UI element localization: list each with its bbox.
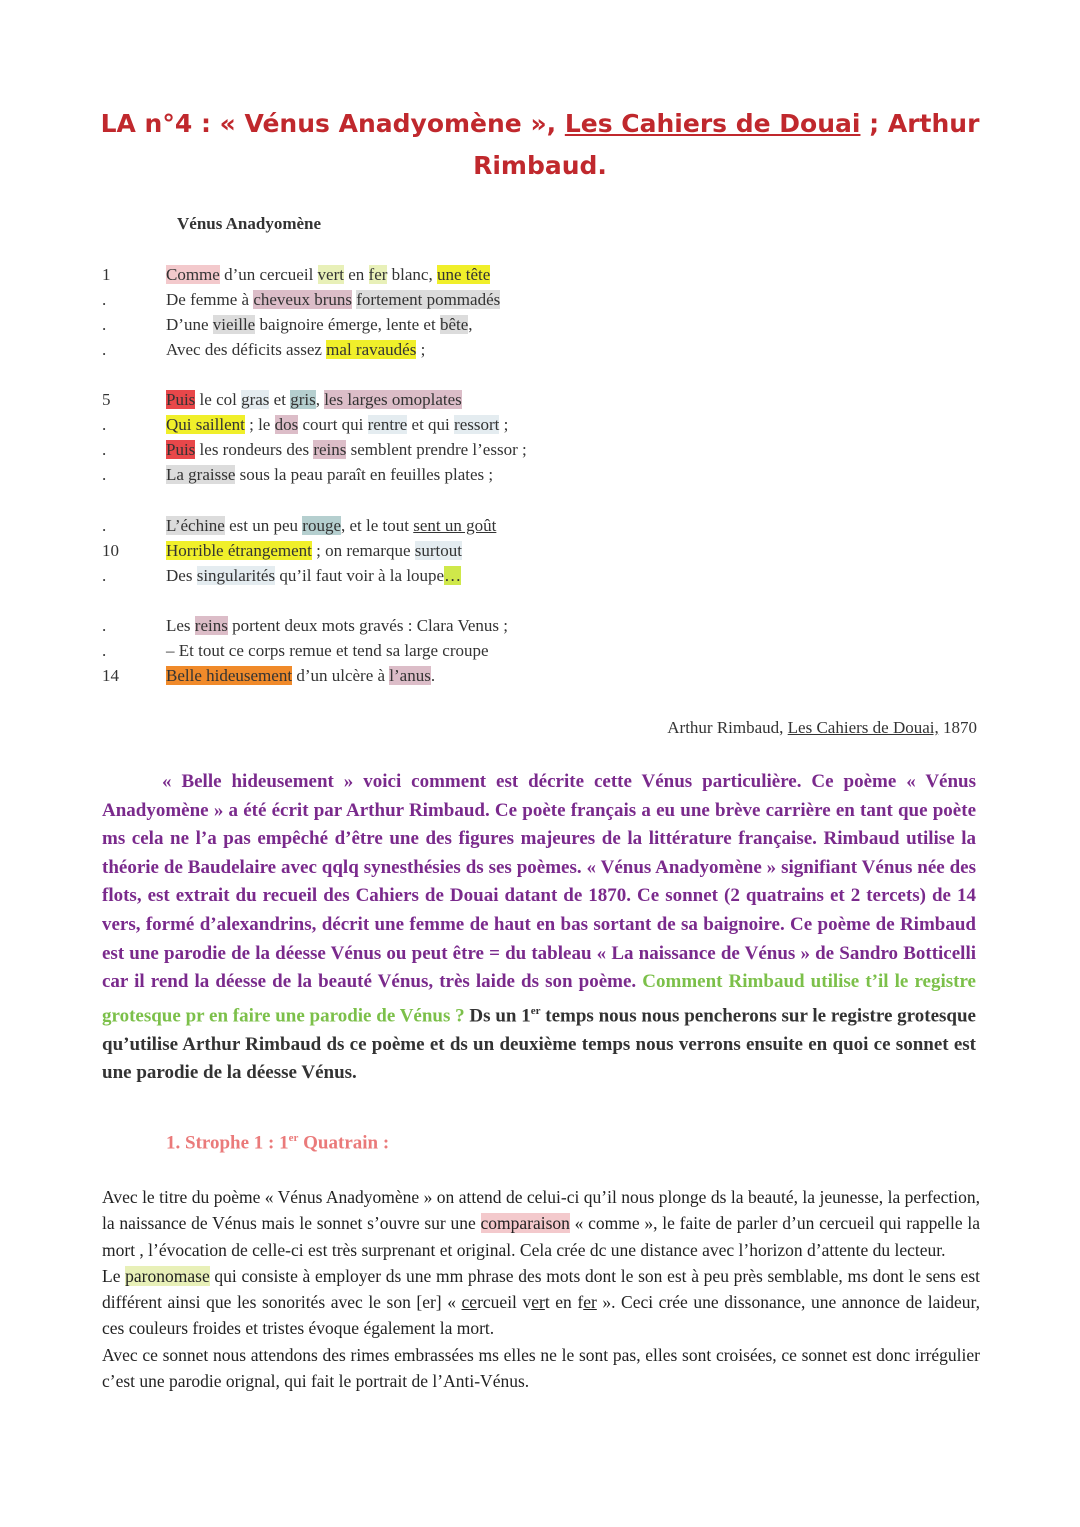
highlighted-word: La graisse <box>166 465 236 484</box>
text: ». Ceci crée une dissonance, une annonce de laideur, ces couleurs froides et tristes évoque également la mort. <box>102 1292 980 1339</box>
verse-segment: court qui <box>298 415 368 434</box>
verse-segment: D’une <box>166 315 213 334</box>
verse-line <box>0 265 700 290</box>
highlighted-word: reins <box>313 440 347 459</box>
poem-title: Vénus Anadyomène <box>177 214 322 233</box>
verse-number: . <box>102 340 107 359</box>
verse-text <box>166 415 508 435</box>
title-prefix: LA n°4 : « Vénus Anadyomène », <box>100 109 565 138</box>
highlighted-word: Belle hideusement <box>166 666 293 685</box>
verse-segment: semblent prendre l’essor ; <box>346 440 527 459</box>
highlighted-word: vieille <box>212 315 256 334</box>
text: Le <box>102 1265 126 1286</box>
highlighted-word: vert <box>317 265 344 284</box>
paragraph <box>102 1342 980 1395</box>
verse-segment: le col <box>195 390 242 409</box>
verse-segment: et qui <box>407 415 455 434</box>
highlight-comparaison: comparaison <box>480 1213 570 1234</box>
highlighted-word: les larges omoplates <box>324 390 462 409</box>
verse-text <box>166 265 490 285</box>
section-heading-a: 1. Strophe 1 : 1 <box>166 1132 289 1154</box>
text: Avec ce sonnet nous attendons des rimes embrassées ms elles ne le sont pas, elles sont croisées, ce sonnet est donc irrégulier c’est une parodie orignal, qui fait le portrait de l’Anti-Vénus. <box>102 1344 980 1392</box>
verse-text <box>166 566 461 586</box>
verse-line <box>0 390 700 415</box>
verse-line <box>0 666 700 691</box>
verse-number: . <box>102 315 107 334</box>
highlighted-word: L’échine <box>166 516 225 535</box>
verse-text <box>166 516 496 536</box>
section-heading <box>166 1132 389 1154</box>
verse-segment: sous la peau paraît en feuilles plates ; <box>235 465 494 484</box>
verse-text <box>166 616 508 636</box>
verse-segment: ; <box>499 415 509 434</box>
analysis-text <box>102 1184 980 1394</box>
highlighted-word: l’anus <box>389 666 431 685</box>
highlighted-word: gras <box>241 390 270 409</box>
verse-segment: en <box>343 265 369 284</box>
verse-segment: d’un cercueil <box>219 265 318 284</box>
verse-number: . <box>102 415 107 434</box>
text: « comme », le faite de parler d’un cercueil qui rappelle la mort , l’évocation de celle-ci est très surprenant et original. Cela crée dc une distance avec l’horizon d’attente du lecteur. <box>102 1213 980 1260</box>
verse-number: 14 <box>102 666 119 685</box>
verse-segment: , <box>468 315 473 334</box>
verse-number: . <box>102 465 107 484</box>
source-author: Arthur Rimbaud, <box>667 718 788 737</box>
highlighted-word: sent un goût <box>413 516 497 535</box>
verse-number: . <box>102 516 107 535</box>
verse-line <box>0 541 700 566</box>
verse-number: . <box>102 290 107 309</box>
verse-text <box>166 390 462 410</box>
underlined-sound: ce <box>461 1292 478 1313</box>
highlighted-word: Comme <box>166 265 220 284</box>
verse-number: 5 <box>102 390 111 409</box>
verse-line <box>0 566 700 591</box>
verse-number: . <box>102 641 107 660</box>
verse-number: . <box>102 616 107 635</box>
highlighted-word: rentre <box>367 415 408 434</box>
verse-text <box>166 641 489 661</box>
highlighted-word: Puis <box>166 390 196 409</box>
verse-segment: et <box>269 390 291 409</box>
verse-line <box>0 440 700 465</box>
verse-text <box>166 440 527 460</box>
verse-text <box>166 465 493 485</box>
plan-sup: er <box>530 1004 541 1017</box>
verse-number: 1 <box>102 265 111 284</box>
highlighted-word: ressort <box>454 415 500 434</box>
verse-number: . <box>102 566 107 585</box>
verse-segment: , et le tout <box>341 516 414 535</box>
poem-source <box>667 718 977 738</box>
highlight-paronomase: paronomase <box>125 1265 210 1286</box>
verse-text <box>166 340 425 360</box>
highlighted-word: fer <box>368 265 388 284</box>
verse-segment: ; <box>416 340 426 359</box>
highlighted-word: rouge <box>302 516 342 535</box>
highlighted-word: reins <box>194 616 228 635</box>
verse-line <box>0 290 700 315</box>
introduction <box>102 768 976 1088</box>
text: rcueil v <box>477 1292 532 1313</box>
highlighted-word: fortement pommadés <box>356 290 501 309</box>
verse-number: . <box>102 440 107 459</box>
verse-segment: ; on remarque <box>311 541 415 560</box>
verse-text <box>166 290 500 310</box>
highlighted-word: gris <box>290 390 316 409</box>
verse-line <box>0 340 700 365</box>
verse-segment: qu’il faut voir à la loupe <box>275 566 445 585</box>
section-heading-b: Quatrain : <box>298 1132 390 1154</box>
text: qui consiste à employer ds une mm phrase des mots dont le son est à peu près semblable, ms dont le sens est différent ainsi que les sonorités avec le son [er] « <box>102 1265 980 1313</box>
verse-number: 10 <box>102 541 119 560</box>
verse-line <box>0 641 700 666</box>
source-year: 1870 <box>938 718 977 737</box>
verse-segment: . <box>430 666 436 685</box>
verse-text <box>166 315 473 335</box>
page-title <box>80 103 1000 187</box>
text: Avec le titre du poème « Vénus Anadyomène » on attend de celui-ci qu’il nous plonge ds la beauté, la jeunesse, la perfection, la naissance de Vénus mais le sonnet s’ouvre sur une <box>102 1187 980 1234</box>
verse-segment: est un peu <box>224 516 303 535</box>
section-heading-sup: er <box>288 1132 299 1144</box>
verse-line <box>0 415 700 440</box>
verse-line <box>0 315 700 340</box>
verse-segment: d’un ulcère à <box>292 666 390 685</box>
problematique: Comment Rimbaud utilise t’il le registre grotesque pr en faire une parodie de Vénus ? <box>102 971 976 1027</box>
verse-segment: les rondeurs des <box>195 440 314 459</box>
highlighted-word: mal ravaudés <box>326 340 417 359</box>
text: t en f <box>544 1292 584 1313</box>
highlighted-word: singularités <box>196 566 276 585</box>
verse-segment: Les <box>166 616 195 635</box>
source-book: Les Cahiers de Douai, <box>787 718 939 737</box>
verse-line <box>0 465 700 490</box>
paragraph <box>102 1184 980 1263</box>
verse-segment: – Et tout ce corps remue et tend sa large croupe <box>166 641 489 660</box>
highlighted-word: dos <box>274 415 299 434</box>
plan-text-a: Ds un 1 <box>464 1005 531 1027</box>
underlined-sound: er <box>531 1292 545 1313</box>
highlighted-word: Qui saillent <box>166 415 245 434</box>
verse-segment: ; le <box>244 415 275 434</box>
verse-segment: blanc, <box>387 265 437 284</box>
verse-segment: De femme à <box>166 290 254 309</box>
highlighted-word: Horrible étrangement <box>166 541 312 560</box>
verse-line <box>0 616 700 641</box>
paragraph <box>102 1263 980 1342</box>
verse-segment: Des <box>166 566 197 585</box>
verse-segment: Avec des déficits assez <box>166 340 327 359</box>
highlighted-word: bête <box>439 315 469 334</box>
highlighted-word: une tête <box>436 265 491 284</box>
title-suffix: ; Arthur Rimbaud. <box>473 109 980 180</box>
verse-segment: baignoire émerge, lente et <box>255 315 440 334</box>
highlighted-word: Puis <box>166 440 196 459</box>
verse-text <box>166 666 435 686</box>
highlighted-word: cheveux bruns <box>253 290 352 309</box>
verse-text <box>166 541 462 561</box>
title-book: Les Cahiers de Douai <box>564 109 861 138</box>
intro-text: « Belle hideusement » voici comment est décrite cette Vénus particulière. Ce poème « Vénus Anadyomène » a été écrit par Arthur Rimbaud. Ce poète français a eu une brève carrière en tant que poète ms cela ne l’a pas empêché d’être une des figures majeures de la littérature française. Rimbaud utilise la théorie de Baudelaire avec qqlq synesthésies ds ses poèmes. « Vénus Anadyomène » signifiant Vénus née des flots, est extrait du recueil des Cahiers de Douai datant de 1870. Ce sonnet (2 quatrains et 2 tercets) de 14 vers, formé d’alexandrins, décrit une femme de haut en bas sortant de sa baignoire. Ce poème de Rimbaud est une parodie de la déesse Vénus ou peut être = du tableau « La naissance de Vénus » de Sandro Botticelli car il rend la déesse de la beauté Vénus, très laide ds son poème. <box>102 771 976 993</box>
plan-text-b: temps nous nous pencherons sur le registre grotesque qu’utilise Arthur Rimbaud ds ce poème et ds un deuxième temps nous verrons ensuite en quoi ce sonnet est une parodie de la déesse Vénus. <box>102 1005 976 1084</box>
highlighted-word: surtout <box>414 541 462 560</box>
verse-segment: portent deux mots gravés : Clara Venus ; <box>227 616 508 635</box>
highlighted-word: … <box>444 566 462 585</box>
verse-line <box>0 516 700 541</box>
underlined-sound: er <box>583 1292 597 1313</box>
verse-segment: , <box>315 390 325 409</box>
